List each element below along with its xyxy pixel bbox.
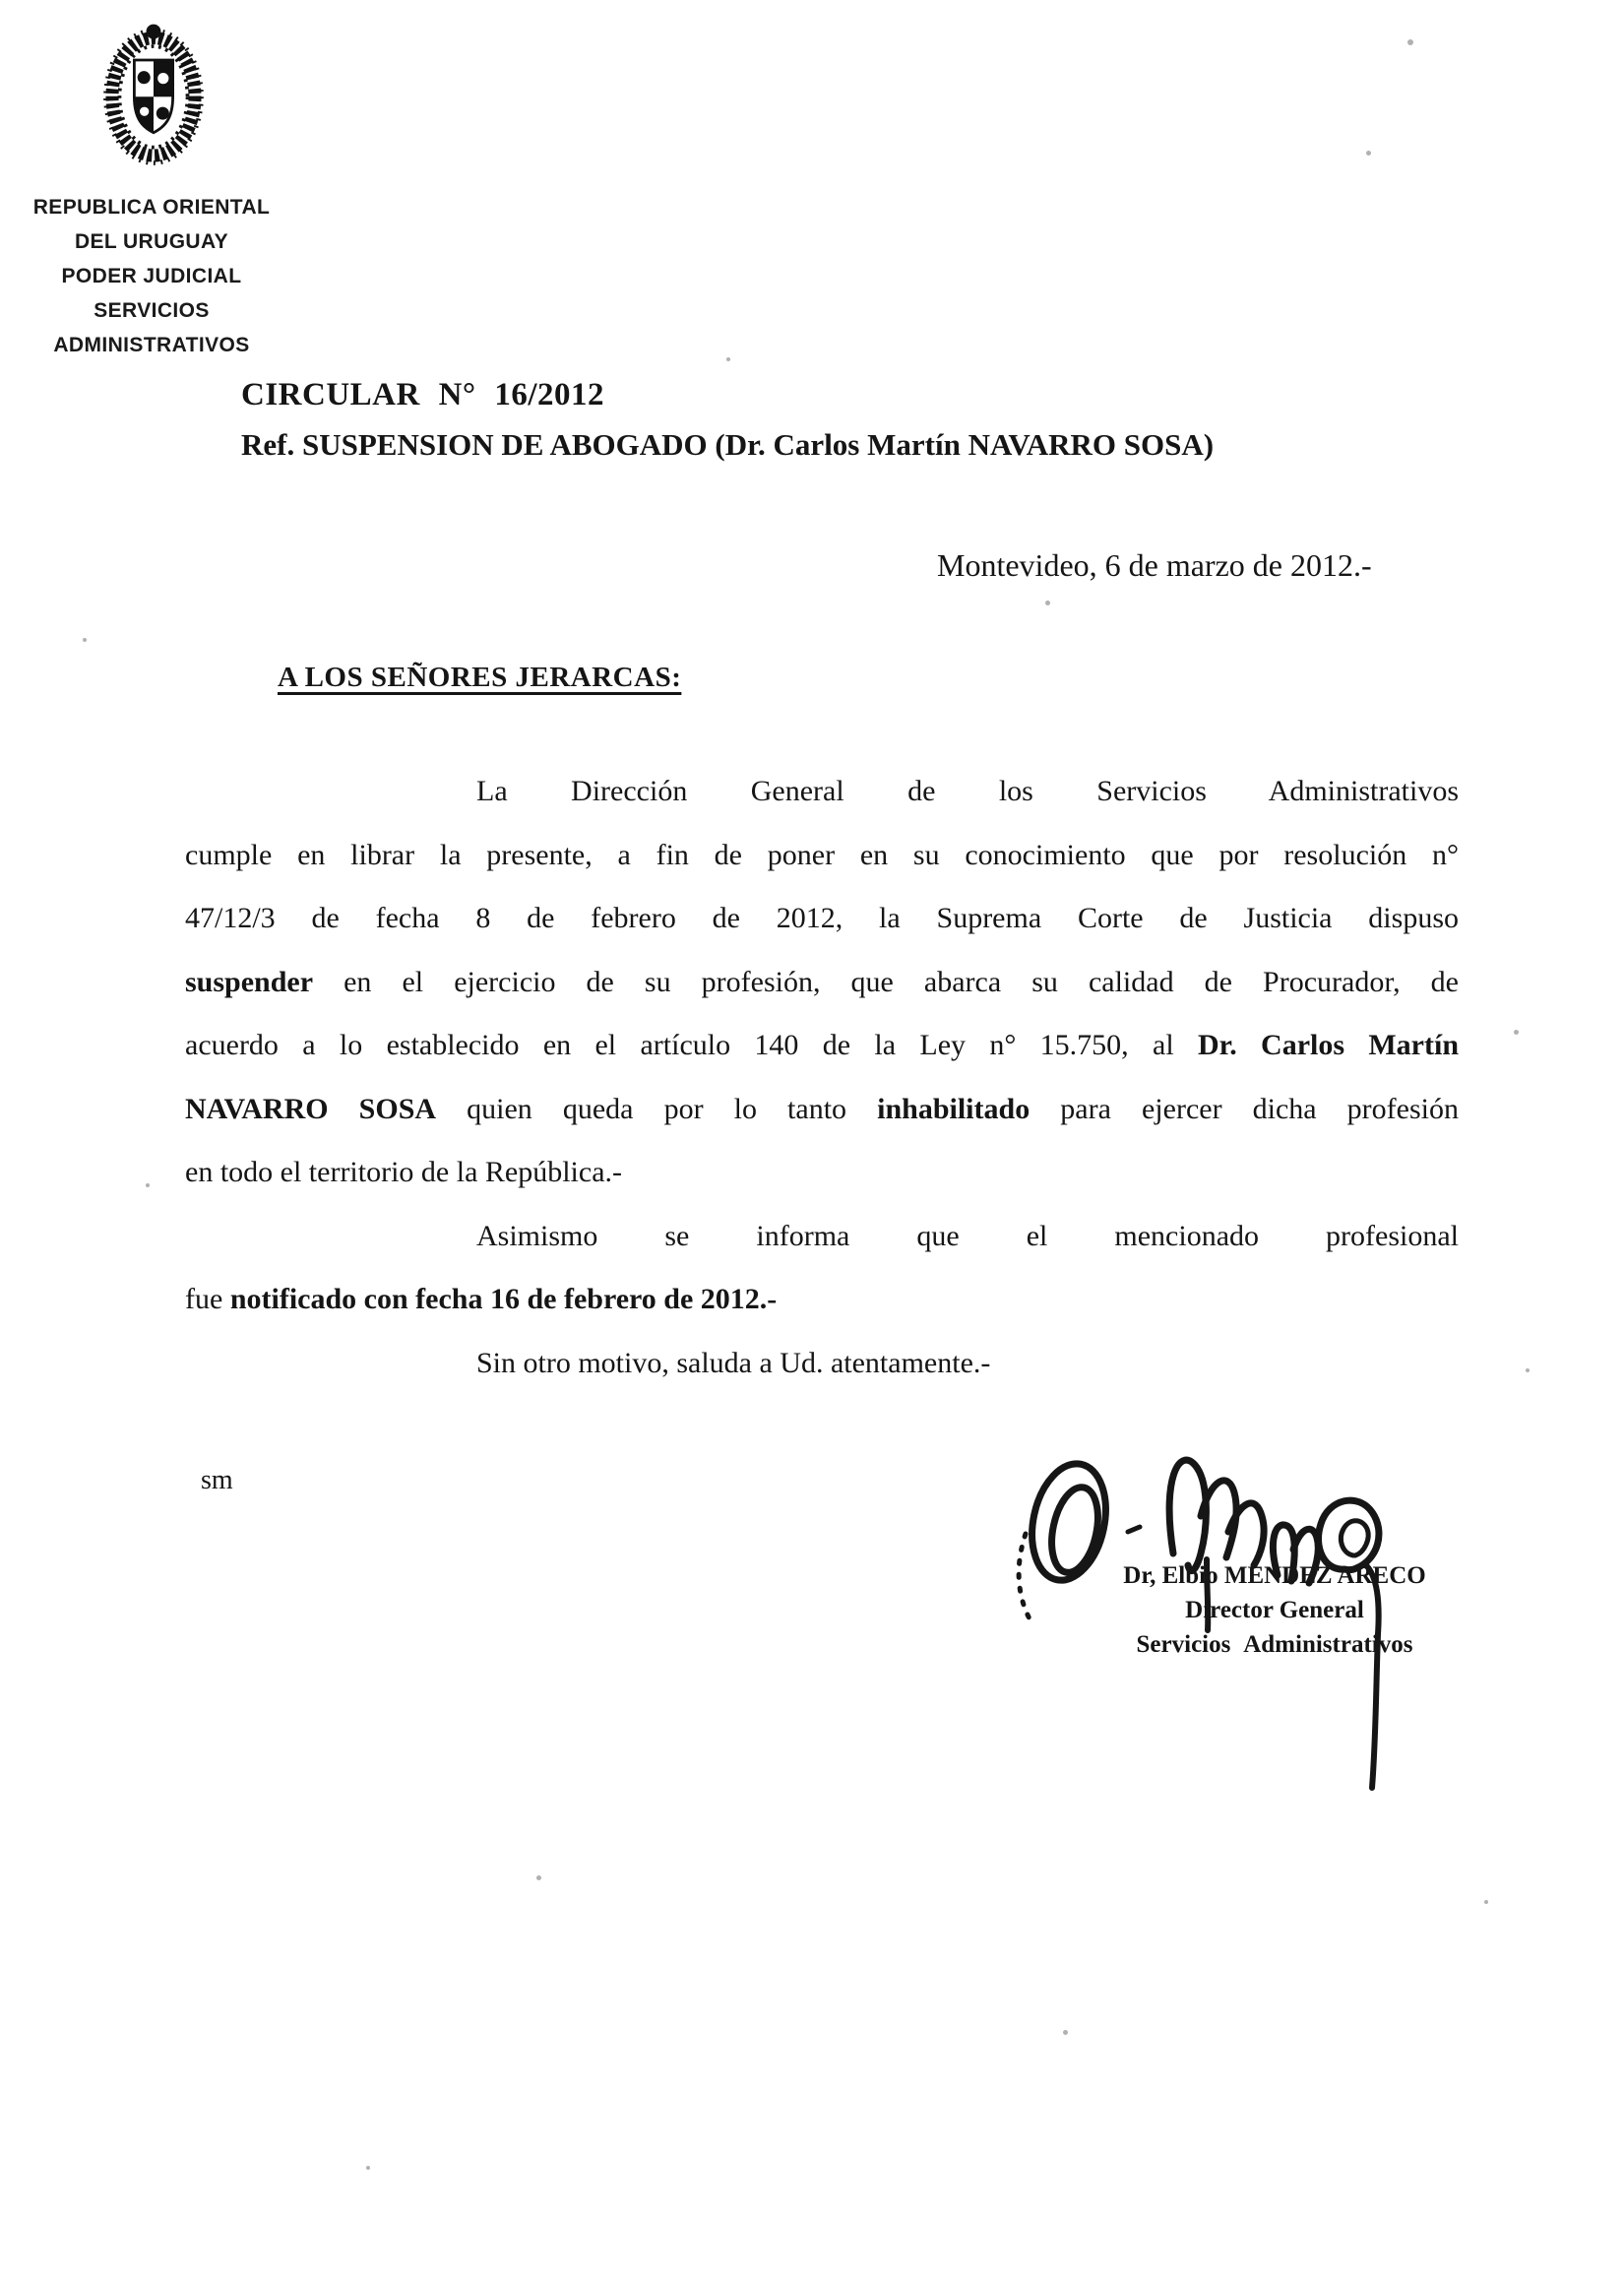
circular-number: CIRCULAR N° 16/2012: [241, 377, 605, 412]
dateline: Montevideo, 6 de marzo de 2012.-: [937, 547, 1372, 583]
body-line: [185, 1332, 1459, 1396]
signer-name: Dr, Elbio MENDEZ ARECO: [1123, 1562, 1426, 1589]
letterhead-line: REPUBLICA ORIENTAL: [32, 196, 271, 219]
scan-speck: [1484, 1900, 1488, 1904]
body-segment-bold: inhabilitado: [877, 1092, 1031, 1125]
letterhead: [18, 190, 285, 362]
body-segment: Asimismo se informa que el mencionado profesional: [476, 1219, 1459, 1252]
body-line: [185, 1078, 1459, 1142]
body-segment: La Dirección General de los Servicios Administrativos: [476, 775, 1459, 807]
body-segment-bold: NAVARRO SOSA: [185, 1092, 437, 1125]
body-segment-bold: suspender: [185, 965, 314, 998]
signature-block: [1068, 1558, 1481, 1662]
scan-speck: [366, 2166, 370, 2170]
body-segment: cumple en librar la presente, a fin de poner en su conocimiento que por resolución n°: [185, 838, 1459, 871]
scan-speck: [726, 357, 730, 361]
salutation: A LOS SEÑORES JERARCAS:: [278, 662, 682, 693]
body-segment-bold: notificado con fecha 16 de febrero de 2012.-: [229, 1283, 778, 1315]
letterhead-line: PODER JUDICIAL: [61, 265, 242, 287]
body-line: [185, 887, 1459, 951]
scan-speck: [1366, 151, 1371, 156]
body-segment: para ejercer dicha profesión: [1030, 1092, 1459, 1125]
body-segment: quien queda por lo tanto: [436, 1092, 878, 1125]
scan-speck: [1407, 39, 1413, 45]
scan-speck: [1045, 601, 1050, 605]
body-line: [185, 760, 1459, 824]
body-segment: en todo el territorio de la República.-: [185, 1156, 623, 1188]
body-line: [185, 951, 1459, 1015]
reference-line: Ref. SUSPENSION DE ABOGADO (Dr. Carlos Martín NAVARRO SOSA): [241, 427, 1215, 462]
scan-speck: [1063, 2030, 1068, 2035]
coat-of-arms-icon: [98, 18, 209, 175]
typist-initials: sm: [201, 1465, 233, 1495]
scan-speck: [1514, 1030, 1519, 1035]
body-line: [185, 824, 1459, 888]
title-block: [241, 377, 1214, 463]
body-segment: fue: [185, 1283, 230, 1315]
letterhead-line: SERVICIOS: [94, 299, 210, 322]
body-segment: Sin otro motivo, saluda a Ud. atentamente.-: [476, 1346, 991, 1379]
body-line: [185, 1141, 1459, 1205]
signer-title: Director General: [1185, 1597, 1364, 1623]
body-line: [185, 1205, 1459, 1269]
body-segment: en el ejercicio de su profesión, que abarca su calidad de Procurador, de: [313, 965, 1459, 998]
body-segment: 47/12/3 de fecha 8 de febrero de 2012, la Suprema Corte de Justicia dispuso: [185, 902, 1459, 934]
body-segment-bold: Dr. Carlos Martín: [1197, 1029, 1459, 1061]
body-segment: acuerdo a lo establecido en el artículo 140 de la Ley n° 15.750, al: [185, 1029, 1198, 1061]
letterhead-line: ADMINISTRATIVOS: [53, 334, 250, 356]
body-line: [185, 1268, 1459, 1332]
scan-speck: [1526, 1368, 1530, 1372]
body-text: [185, 760, 1459, 1395]
signer-office: Servicios Administrativos: [1136, 1631, 1413, 1658]
body-line: [185, 1014, 1459, 1078]
scan-speck: [83, 638, 87, 642]
letterhead-line: DEL URUGUAY: [74, 230, 229, 253]
scan-speck: [536, 1875, 541, 1880]
scan-speck: [146, 1183, 150, 1187]
